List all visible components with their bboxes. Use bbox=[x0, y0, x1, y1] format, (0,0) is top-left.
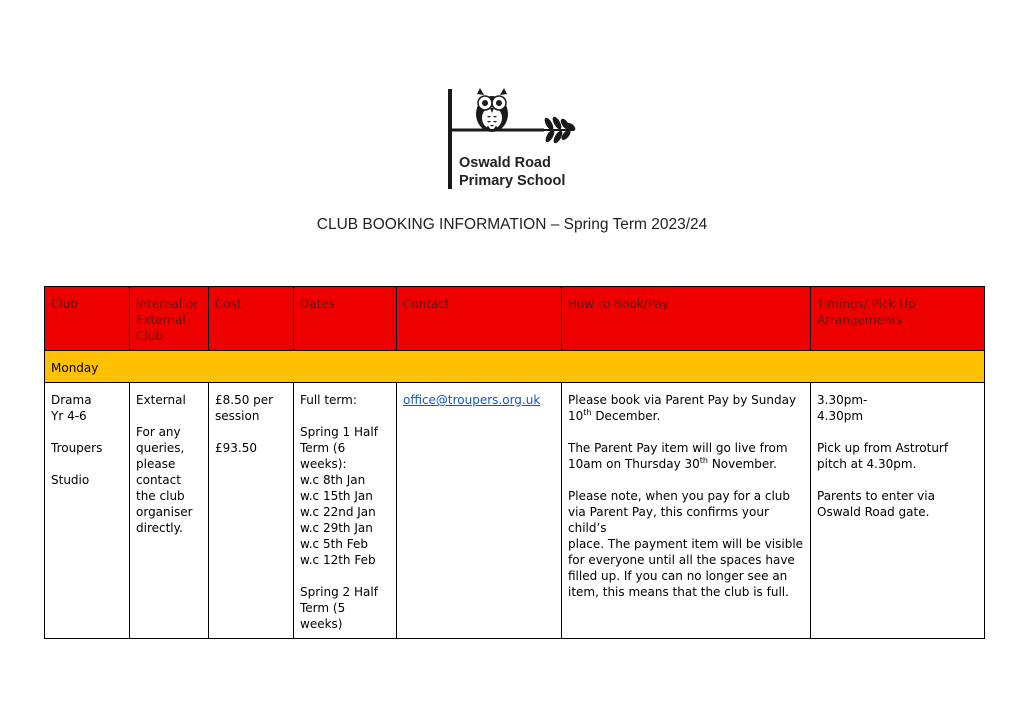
date-line: w.c 12th Feb bbox=[300, 553, 376, 567]
book-live-date: 10am on Thursday 30 bbox=[568, 457, 700, 471]
header-contact: Contact bbox=[397, 287, 562, 351]
cell-timings bbox=[811, 383, 985, 639]
date-line: w.c 29th Jan bbox=[300, 521, 373, 535]
day-label: Monday bbox=[45, 351, 985, 383]
school-name bbox=[459, 154, 565, 190]
ordinal-suffix: th bbox=[699, 456, 708, 465]
club-type: External bbox=[136, 393, 186, 407]
cell-club bbox=[45, 383, 130, 639]
club-table-wrapper bbox=[44, 286, 985, 639]
queries-line: For any bbox=[136, 425, 181, 439]
timing-end: 4.30pm bbox=[817, 409, 864, 423]
queries-line: queries, bbox=[136, 441, 185, 455]
day-row-monday bbox=[45, 351, 985, 383]
school-name-line-1: Oswald Road bbox=[459, 155, 551, 171]
date-line: w.c 22nd Jan bbox=[300, 505, 376, 519]
cell-contact bbox=[397, 383, 562, 639]
book-line-deadline bbox=[568, 408, 804, 424]
book-deadline-day: 10 bbox=[568, 409, 584, 423]
table-row bbox=[45, 383, 985, 639]
club-name: Drama bbox=[51, 393, 92, 407]
book-line: Please book via Parent Pay by Sunday bbox=[568, 393, 797, 407]
header-internal-external: Internal or External Club bbox=[130, 287, 209, 351]
cost-total: £93.50 bbox=[215, 441, 257, 455]
queries-line: directly. bbox=[136, 521, 183, 535]
date-line: weeks): bbox=[300, 457, 347, 471]
cell-how-to-book bbox=[562, 383, 811, 639]
header-club: Club bbox=[45, 287, 130, 351]
club-provider: Troupers bbox=[51, 441, 103, 455]
book-note-line: filled up. If you can no longer see an bbox=[568, 569, 788, 583]
cell-dates bbox=[294, 383, 397, 639]
date-line: w.c 15th Jan bbox=[300, 489, 373, 503]
pickup-line: Pick up from Astroturf bbox=[817, 441, 949, 455]
parents-line: Oswald Road gate. bbox=[817, 505, 930, 519]
document-title: CLUB BOOKING INFORMATION – Spring Term 2023/24 bbox=[316, 216, 708, 233]
date-line: Spring 2 Half bbox=[300, 585, 378, 599]
date-line: w.c 5th Feb bbox=[300, 537, 368, 551]
cell-internal-external bbox=[130, 383, 209, 639]
parents-line: Parents to enter via bbox=[817, 489, 935, 503]
book-line: The Parent Pay item will go live from bbox=[568, 441, 788, 455]
school-name-line-2: Primary School bbox=[459, 173, 566, 189]
book-note-line: Please note, when you pay for a club bbox=[568, 489, 791, 503]
queries-line: the club bbox=[136, 489, 185, 503]
table-header-row bbox=[45, 287, 985, 351]
date-line: Term (5 bbox=[300, 601, 346, 615]
queries-line: organiser bbox=[136, 505, 193, 519]
book-note-line: item, this means that the club is full. bbox=[568, 585, 789, 599]
pickup-line: pitch at 4.30pm. bbox=[817, 457, 917, 471]
date-line: weeks) bbox=[300, 617, 343, 631]
owl-on-branch-icon bbox=[452, 88, 582, 152]
timing-start: 3.30pm- bbox=[817, 393, 868, 407]
date-line: w.c 8th Jan bbox=[300, 473, 366, 487]
cell-cost bbox=[209, 383, 294, 639]
cost-per-session: £8.50 per bbox=[215, 393, 274, 407]
date-line: Term (6 bbox=[300, 441, 346, 455]
ordinal-suffix: th bbox=[583, 408, 592, 417]
queries-line: contact bbox=[136, 473, 181, 487]
header-cost: Cost bbox=[209, 287, 294, 351]
date-line: Spring 1 Half bbox=[300, 425, 378, 439]
club-location: Studio bbox=[51, 473, 90, 487]
book-note-line: for everyone until all the spaces have bbox=[568, 553, 795, 567]
book-live-month: November. bbox=[708, 457, 777, 471]
book-note-line: place. The payment item will be visible bbox=[568, 537, 804, 551]
club-year-group: Yr 4-6 bbox=[51, 409, 87, 423]
book-line-live-date bbox=[568, 456, 804, 472]
book-deadline-month: December. bbox=[591, 409, 661, 423]
cost-per-session-unit: session bbox=[215, 409, 260, 423]
contact-email-link[interactable]: office@troupers.org.uk bbox=[403, 393, 541, 407]
book-note-line: via Parent Pay, this confirms your child’s bbox=[568, 505, 769, 535]
school-logo bbox=[448, 88, 588, 192]
header-timings: Timings/ Pick Up Arrangements bbox=[811, 287, 985, 351]
queries-line: please bbox=[136, 457, 176, 471]
header-how-to-book: How to Book/Pay bbox=[562, 287, 811, 351]
header-dates: Dates bbox=[294, 287, 397, 351]
club-booking-table bbox=[44, 286, 985, 639]
dates-intro: Full term: bbox=[300, 393, 357, 407]
